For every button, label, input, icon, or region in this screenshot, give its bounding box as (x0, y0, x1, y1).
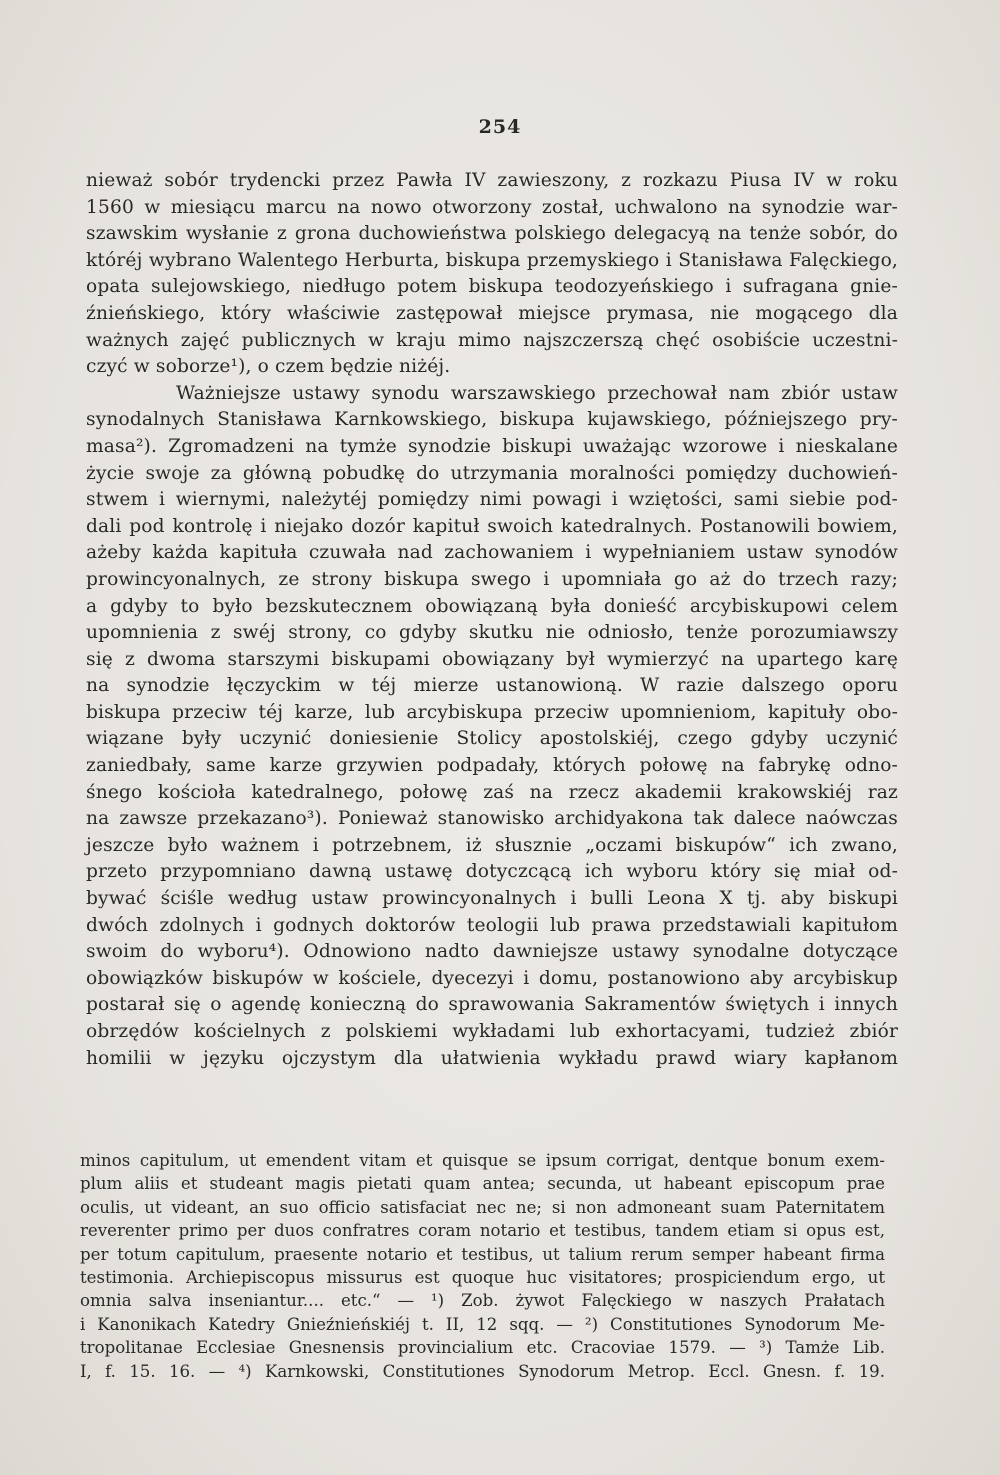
main-text (86, 168, 898, 1072)
text-line: postarał się o agendę konieczną do sprawowania Sakramentów świętych i innych (86, 994, 898, 1016)
text-line: nieważ sobór trydencki przez Pawła IV zawieszony, z rozkazu Piusa IV w roku (86, 170, 898, 191)
text-line: jeszcze było ważnem i potrzebnem, iż słusznie „oczami biskupów“ ich zwano, (86, 834, 898, 856)
text-line: prowincyonalnych, ze strony biskupa swego i upomniała go aż do trzech razy; (86, 568, 898, 590)
text-line: wiązane były uczynić doniesienie Stolicy apostolskiéj, czego gdyby uczynić (86, 728, 898, 750)
text-line: obrzędów kościelnych z polskiemi wykładami lub exhortacyami, tudzież zbiór (86, 1021, 898, 1042)
text-line: dali pod kontrolę i niejako dozór kapituł swoich katedralnych. Postanowili bowiem, (86, 515, 898, 537)
text-line: stwem i wiernymi, należytéj pomiędzy nimi powagi i wziętości, sami siebie pod- (86, 489, 898, 511)
text-line: a gdyby to było bezskutecznem obowiązaną była donieść arcybiskupowi celem (86, 595, 898, 617)
footnote-line: I, f. 15. 16. — ⁴) Karnkowski, Constitutiones Synodorum Metrop. Eccl. Gnesn. f. 19. (80, 1361, 885, 1381)
text-line: zaniedbały, same karze grzywien podpadały, których połowę na fabrykę odno- (86, 755, 898, 777)
text-line: biskupa przeciw téj karze, lub arcybiskupa przeciw upomnieniom, kapituły obo- (86, 701, 898, 723)
text-line: przeto przypomniano dawną ustawę dotyczcącą ich wyboru który się miał od- (86, 861, 898, 883)
footnote-line: plum aliis et studeant magis pietati quam antea; secunda, ut habeant episcopum prae (80, 1174, 885, 1194)
text-line: Ważniejsze ustawy synodu warszawskiego przechował nam zbiór ustaw (176, 382, 898, 404)
text-line: opata sulejowskiego, niedługo potem biskupa teodozyeńskiego i sufragana gnie- (86, 276, 898, 298)
text-line: homilii w języku ojczystym dla ułatwienia wykładu prawd wiary kapłanom (86, 1047, 898, 1069)
text-line: życie swoje za główną pobudkę do utrzymania moralności pomiędzy duchowień- (86, 462, 898, 484)
footnote-line: oculis, ut videant, an suo officio satisfaciat nec ne; si non admoneant suam Paternitatem (80, 1197, 885, 1217)
text-line: szawskim wysłanie z grona duchowieństwa polskiego delegacyą na tenże sobór, do (86, 223, 898, 245)
text-line: bywać ściśle według ustaw prowincyonalnych i bulli Leona X tj. aby biskupi (86, 888, 898, 910)
text-line: ażeby każda kapituła czuwała nad zachowaniem i wypełnianiem ustaw synodów (86, 542, 898, 564)
footnote-line: i Kanonikach Katedry Gnieźnieńskiéj t. II, 12 sqq. — ²) Constitutiones Synodorum Me- (80, 1314, 885, 1334)
text-line: obowiązków biskupów w kościele, dyecezyi i domu, postanowiono aby arcybiskup (86, 967, 898, 989)
footnote-line: testimonia. Archiepiscopus missurus est quoque huc visitatores; prospiciendum ergo, ut (80, 1267, 885, 1287)
text-line: któréj wybrano Walentego Herburta, biskupa przemyskiego i Stanisława Falęckiego, (86, 249, 898, 271)
footnote-line: minos capitulum, ut emendent vitam et quisque se ipsum corrigat, dentque bonum exem- (80, 1151, 885, 1170)
text-line: masa²). Zgromadzeni na tymże synodzie biskupi uważając wzorowe i nieskalane (86, 435, 898, 457)
footnote-line: per totum capitulum, praesente notario et testibus, ut talium rerum semper habeant firma (80, 1244, 885, 1264)
text-line: dwóch zdolnych i godnych doktorów teologii lub prawa przedstawiali kapitułom (86, 914, 898, 936)
footnote-line: reverenter primo per duos confratres coram notario et testibus, tandem etiam si opus est, (80, 1221, 885, 1241)
text-line: źnieńskiego, który właściwie zastępował miejsce prymasa, nie mogącego dla (86, 302, 898, 324)
text-line: ważnych zajęć publicznych w kraju mimo najszczerszą chęć osobiście uczestni- (86, 329, 898, 351)
footnote-line: tropolitanae Ecclesiae Gnesnensis provincialium etc. Cracoviae 1579. — ³) Tamże Lib. (80, 1338, 885, 1358)
text-line: upomnienia z swéj strony, co gdyby skutku nie odniosło, tenże porozumiawszy (86, 622, 898, 644)
text-line: swoim do wyboru⁴). Odnowiono nadto dawniejsze ustawy synodalne dotyczące (86, 941, 898, 963)
text-line: 1560 w miesiącu marcu na nowo otworzony został, uchwalono na synodzie war- (86, 196, 898, 218)
footnote-line: omnia salva inseniantur.... etc.“ — ¹) Zob. żywot Falęckiego w naszych Prałatach (80, 1291, 885, 1311)
text-line: synodalnych Stanisława Karnkowskiego, biskupa kujawskiego, późniejszego pry- (86, 409, 898, 431)
text-line: na zawsze przekazano³). Ponieważ stanowisko archidyakona tak dalece naówczas (86, 808, 898, 830)
text-line: na synodzie łęczyckim w téj mierze ustanowioną. W razie dalszego oporu (86, 675, 898, 697)
footnotes (80, 1149, 885, 1383)
text-line: śnego kościoła katedralnego, połowę zaś na rzecz akademii krakowskiéj raz (86, 781, 898, 803)
page-number: 254 (478, 116, 522, 138)
text-line: się z dwoma starszymi biskupami obowiązany był wymierzyć na upartego karę (86, 648, 898, 670)
text-line: czyć w soborze¹), o czem będzie niżéj. (86, 356, 451, 378)
